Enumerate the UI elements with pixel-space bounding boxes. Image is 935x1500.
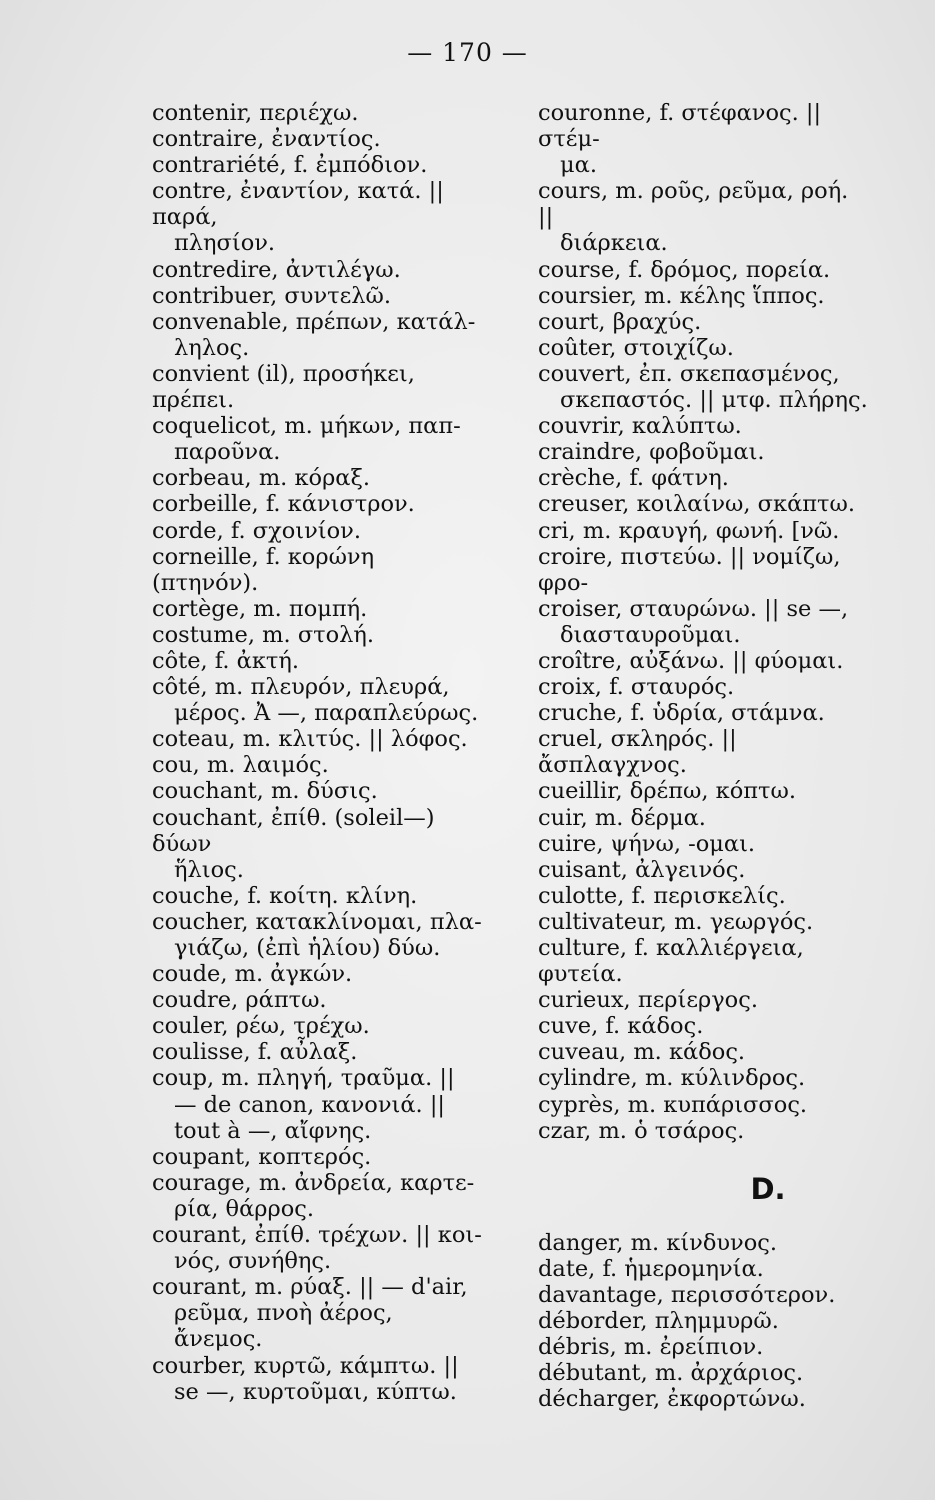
- entry-continuation: παροῦνα.: [174, 439, 281, 466]
- dictionary-entry: [538, 909, 868, 935]
- entry-line: couvrir, καλύπτω.: [538, 413, 742, 440]
- dictionary-entry: [152, 491, 482, 517]
- entry-continuation: διασταυροῦμαι.: [560, 621, 741, 648]
- dictionary-entry: [538, 726, 868, 778]
- dictionary-entry: [538, 413, 868, 439]
- entry-line: craindre, φοβοῦμαι.: [538, 439, 765, 466]
- entry-line: contraire, ἐναντίος.: [152, 126, 381, 153]
- entry-line: course, f. δρόμος, πορεία.: [538, 256, 831, 283]
- entry-line: débris, m. ἐρείπιον.: [538, 1334, 764, 1361]
- dictionary-entry: [538, 100, 868, 178]
- dictionary-entry: [152, 1274, 482, 1352]
- dictionary-entry: [152, 752, 482, 778]
- dictionary-entry: [538, 283, 868, 309]
- entry-continuation: ἥλιος.: [174, 856, 244, 883]
- dictionary-entry: [152, 309, 482, 361]
- entry-line: curieux, περίεργος.: [538, 987, 758, 1014]
- entry-line: costume, m. στολή.: [152, 621, 375, 648]
- dictionary-entry: [152, 1353, 482, 1405]
- dictionary-entry: [152, 465, 482, 491]
- dictionary-entry: [152, 518, 482, 544]
- entry-line: convient (il), προσήκει, πρέπει.: [152, 360, 415, 414]
- entry-line: courant, m. ρύαξ. || — d'air,: [152, 1274, 468, 1301]
- dictionary-entry: [538, 1282, 868, 1308]
- dictionary-entry: [538, 361, 868, 413]
- dictionary-entry: [152, 961, 482, 987]
- dictionary-entry: [538, 778, 868, 804]
- dictionary-entry: [152, 883, 482, 909]
- entry-line: coursier, m. κέλης ἵππος.: [538, 282, 825, 309]
- dictionary-entry: [152, 1065, 482, 1143]
- dictionary-entry: [538, 544, 868, 596]
- dictionary-entry: [538, 596, 868, 648]
- entry-continuation: διάρκεια.: [560, 230, 668, 257]
- entry-continuation: tout à —, αἴφνης.: [174, 1117, 372, 1144]
- dictionary-entry: [152, 778, 482, 804]
- dictionary-entry: [538, 465, 868, 491]
- entry-line: corde, f. σχοινίον.: [152, 517, 361, 544]
- dictionary-entry: [152, 987, 482, 1013]
- entry-line: couchant, ἐπίθ. (soleil—) δύων: [152, 804, 435, 857]
- entry-line: coupant, κοπτερός.: [152, 1143, 372, 1170]
- dictionary-entry: [152, 100, 482, 126]
- entry-line: coucher, κατακλίνομαι, πλα-: [152, 908, 482, 935]
- entry-line: convenable, πρέπων, κατάλ-: [152, 308, 476, 335]
- dictionary-entry: [152, 648, 482, 674]
- entry-line: cri, m. κραυγή, φωνή. [νῶ.: [538, 517, 840, 544]
- dictionary-entry: [538, 1230, 868, 1256]
- entry-continuation: — de canon, κανονιά. ||: [174, 1091, 446, 1118]
- entry-line: cuir, m. δέρμα.: [538, 804, 706, 831]
- entry-line: coude, m. ἀγκών.: [152, 961, 353, 988]
- entry-line: corbeau, m. κόραξ.: [152, 465, 371, 492]
- c-entries-continued: [538, 100, 868, 1144]
- dictionary-entry: [538, 335, 868, 361]
- entry-line: culture, f. καλλιέργεια, φυτεία.: [538, 935, 804, 988]
- entry-line: cueillir, δρέπω, κόπτω.: [538, 778, 796, 805]
- dictionary-entry: [152, 283, 482, 309]
- entry-line: débutant, m. ἀρχάριος.: [538, 1360, 804, 1387]
- entry-line: coudre, ράπτω.: [152, 987, 327, 1014]
- dictionary-entry: [152, 1222, 482, 1274]
- entry-line: cuve, f. κάδος.: [538, 1013, 704, 1040]
- entry-line: crèche, f. φάτνη.: [538, 465, 729, 492]
- entry-line: croître, αὐξάνω. || φύομαι.: [538, 647, 844, 674]
- entry-line: courant, ἐπίθ. τρέχων. || κοι-: [152, 1222, 482, 1249]
- entry-line: contenir, περιέχω.: [152, 100, 359, 126]
- dictionary-entry: [538, 987, 868, 1013]
- entry-line: coulisse, f. αὖλαξ.: [152, 1039, 358, 1066]
- dictionary-entry: [152, 1170, 482, 1222]
- entry-line: couronne, f. στέφανος. || στέμ-: [538, 100, 822, 153]
- entry-line: date, f. ἡμερομηνία.: [538, 1255, 764, 1282]
- entry-continuation: ρεῦμα, πνοὴ ἀέρος, ἄνεμος.: [174, 1300, 393, 1353]
- left-column: [152, 100, 482, 1405]
- entry-line: courber, κυρτῶ, κάμπτω. ||: [152, 1352, 459, 1379]
- dictionary-entry: [152, 361, 482, 413]
- entry-continuation: se —, κυρτοῦμαι, κύπτω.: [174, 1378, 457, 1405]
- entry-line: déborder, πλημμυρῶ.: [538, 1308, 779, 1335]
- entry-line: corneille, f. κορώνη (πτηνόν).: [152, 543, 375, 596]
- dictionary-entry: [538, 700, 868, 726]
- dictionary-entry: [538, 883, 868, 909]
- dictionary-entry: [152, 1144, 482, 1170]
- entry-continuation: μα.: [560, 152, 597, 179]
- dictionary-entry: [538, 178, 868, 256]
- entry-continuation: ληλος.: [174, 334, 250, 361]
- right-column: [538, 100, 868, 1412]
- dictionary-entry: [538, 1386, 868, 1412]
- dictionary-entry: [152, 805, 482, 883]
- entry-line: corbeille, f. κάνιστρον.: [152, 491, 415, 518]
- entry-line: coûter, στοιχίζω.: [538, 334, 734, 361]
- dictionary-entry: [152, 1013, 482, 1039]
- entry-line: cuisant, ἀλγεινός.: [538, 856, 746, 883]
- entry-continuation: ρία, θάρρος.: [174, 1195, 315, 1222]
- page-number: — 170 —: [407, 38, 528, 67]
- entry-line: croix, f. σταυρός.: [538, 674, 735, 701]
- dictionary-entry: [538, 857, 868, 883]
- entry-line: couler, ρέω, τρέχω.: [152, 1013, 370, 1040]
- dictionary-entry: [538, 1256, 868, 1282]
- entry-line: cruche, f. ὑδρία, στάμνα.: [538, 700, 825, 727]
- d-entries: [538, 1230, 868, 1413]
- section-letter-d: D.: [750, 1171, 786, 1206]
- entry-line: couchant, m. δύσις.: [152, 778, 378, 805]
- dictionary-entry: [152, 596, 482, 622]
- entry-line: côte, f. ἀκτή.: [152, 647, 299, 674]
- entry-line: couvert, ἐπ. σκεπασμένος,: [538, 360, 840, 387]
- dictionary-entry: [152, 544, 482, 596]
- dictionary-entry: [152, 674, 482, 726]
- dictionary-entry: [152, 622, 482, 648]
- entry-continuation: πλησίον.: [174, 230, 276, 257]
- entry-continuation: σκεπαστός. || μτφ. πλήρης.: [560, 387, 868, 414]
- dictionary-entry: [538, 1092, 868, 1118]
- entry-line: croire, πιστεύω. || νομίζω, φρο-: [538, 543, 841, 596]
- dictionary-entry: [538, 491, 868, 517]
- dictionary-entry: [538, 1039, 868, 1065]
- entry-line: cyprès, m. κυπάρισσος.: [538, 1091, 808, 1118]
- dictionary-entry: [152, 909, 482, 961]
- entry-line: côté, m. πλευρόν, πλευρά,: [152, 674, 450, 701]
- dictionary-entry: [538, 831, 868, 857]
- entry-line: davantage, περισσότερον.: [538, 1281, 836, 1308]
- entry-line: danger, m. κίνδυνος.: [538, 1229, 778, 1256]
- entry-line: czar, m. ὁ τσάρος.: [538, 1117, 745, 1144]
- dictionary-entry: [152, 152, 482, 178]
- dictionary-entry: [152, 413, 482, 465]
- dictionary-entry: [152, 178, 482, 256]
- dictionary-entry: [152, 726, 482, 752]
- dictionary-entry: [538, 1308, 868, 1334]
- entry-line: court, βραχύς.: [538, 308, 702, 335]
- entry-line: cours, m. ροῦς, ρεῦμα, ροή. ||: [538, 178, 849, 231]
- entry-line: croiser, σταυρώνω. || se —,: [538, 595, 849, 622]
- entry-line: décharger, ἐκφορτώνω.: [538, 1386, 806, 1413]
- dictionary-entry: [538, 805, 868, 831]
- entry-line: contribuer, συντελῶ.: [152, 282, 392, 309]
- entry-line: cortège, m. πομπή.: [152, 595, 368, 622]
- entry-line: cultivateur, m. γεωργός.: [538, 908, 814, 935]
- dictionary-entry: [538, 935, 868, 987]
- dictionary-entry: [538, 309, 868, 335]
- entry-line: culotte, f. περισκελίς.: [538, 882, 786, 909]
- dictionary-entry: [538, 1065, 868, 1091]
- dictionary-entry: [538, 648, 868, 674]
- entry-line: contre, ἐναντίον, κατά. || παρά,: [152, 178, 444, 231]
- dictionary-entry: [152, 126, 482, 152]
- entry-continuation: μέρος. Ἀ —, παραπλεύρως.: [174, 700, 479, 727]
- dictionary-entry: [538, 518, 868, 544]
- entry-line: cuire, ψήνω, -ομαι.: [538, 830, 756, 857]
- entry-line: coquelicot, m. μήκων, παπ-: [152, 413, 461, 440]
- entry-line: coup, m. πληγή, τραῦμα. ||: [152, 1065, 455, 1092]
- dictionary-entry: [538, 439, 868, 465]
- entry-line: cruel, σκληρός. || ἄσπλαγχνος.: [538, 726, 737, 779]
- entry-line: coteau, m. κλιτύς. || λόφος.: [152, 726, 468, 753]
- entry-line: cou, m. λαιμός.: [152, 752, 329, 779]
- dictionary-entry: [538, 257, 868, 283]
- dictionary-entry: [538, 1118, 868, 1144]
- entry-continuation: γιάζω, (ἐπὶ ἡλίου) δύω.: [174, 935, 441, 961]
- entry-continuation: νός, συνήθης.: [174, 1248, 332, 1275]
- entry-line: creuser, κοιλαίνω, σκάπτω.: [538, 491, 855, 518]
- dictionary-entry: [152, 1039, 482, 1065]
- entry-line: cuveau, m. κάδος.: [538, 1039, 746, 1066]
- entry-line: contredire, ἀντιλέγω.: [152, 256, 401, 283]
- entry-line: cylindre, m. κύλινδρος.: [538, 1065, 806, 1092]
- dictionary-entry: [538, 1360, 868, 1386]
- dictionary-entry: [538, 1334, 868, 1360]
- entry-line: contrariété, f. ἐμπόδιον.: [152, 152, 428, 179]
- dictionary-entry: [152, 257, 482, 283]
- dictionary-entry: [538, 674, 868, 700]
- entry-line: couche, f. κοίτη. κλίνη.: [152, 882, 418, 909]
- entry-line: courage, m. ἀνδρεία, καρτε-: [152, 1169, 475, 1196]
- dictionary-entry: [538, 1013, 868, 1039]
